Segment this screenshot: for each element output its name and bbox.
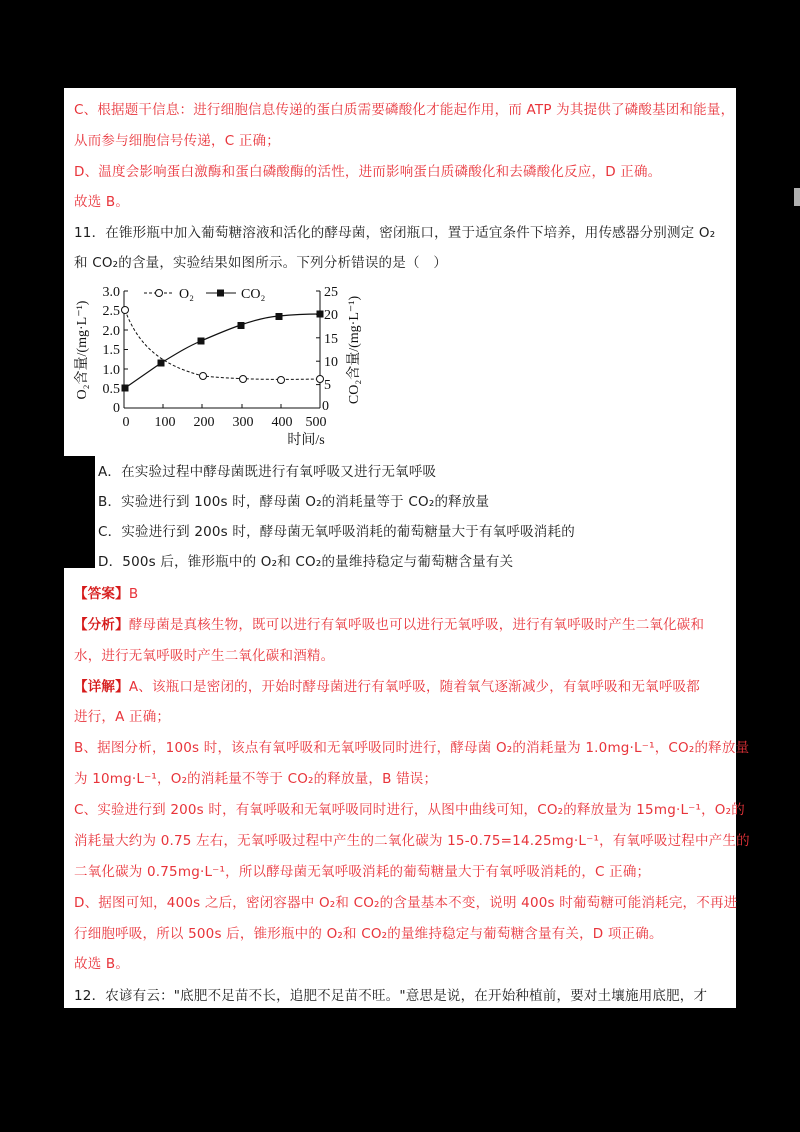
detail-line7: 二氧化碳为 0.75mg·L⁻¹，所以酵母菌无氧呼吸消耗的葡萄糖量大于有氧呼吸消耗的，C 正确； bbox=[74, 864, 651, 880]
page-edge-marker bbox=[794, 188, 800, 206]
co2-series-line bbox=[125, 314, 320, 388]
x-axis-ticks bbox=[123, 415, 327, 430]
prev-answer-d: D、温度会影响蛋白激酶和蛋白磷酸酶的活性，进而影响蛋白质磷酸化和去磷酸化反应，D 正确。 bbox=[74, 164, 662, 180]
prev-choose: 故选 B。 bbox=[74, 194, 130, 210]
detail-line3: B、据图分析，100s 时，该点有氧呼吸和无氧呼吸同时进行，酵母菌 O₂的消耗量为 1.0mg·L⁻¹，CO₂的释放量 bbox=[74, 740, 750, 756]
prev-answer-c-line1: C、根据题干信息：进行细胞信息传递的蛋白质需要磷酸化才能起作用，而 ATP 为其提供了磷酸基团和能量， bbox=[74, 102, 735, 118]
detail-line2: 进行，A 正确； bbox=[74, 709, 171, 725]
detail-line8: D、据图可知，400s 之后，密闭容器中 O₂和 CO₂的含量基本不变，说明 400s 时葡萄糖可能消耗完，不再进 bbox=[74, 895, 738, 911]
chart-axes bbox=[124, 291, 320, 408]
analysis-line2: 水，进行无氧呼吸时产生二氧化碳和酒精。 bbox=[74, 648, 335, 664]
svg-text:15: 15 bbox=[324, 332, 338, 347]
detail-line6: 消耗量大约为 0.75 左右，无氧呼吸过程中产生的二氧化碳为 15-0.75=14.25mg·L⁻¹，有氧呼吸过程中产生的 bbox=[74, 833, 750, 849]
svg-text:2.5: 2.5 bbox=[102, 304, 120, 319]
svg-text:1.0: 1.0 bbox=[102, 363, 120, 378]
svg-text:5: 5 bbox=[324, 378, 331, 393]
detail-line1: 【详解】A、该瓶口是密闭的，开始时酵母菌进行有氧呼吸，随着氧气逐渐减少，有氧呼吸和无氧呼吸都 bbox=[74, 679, 700, 695]
detail-line4: 为 10mg·L⁻¹，O₂的消耗量不等于 CO₂的释放量，B 错误； bbox=[74, 771, 438, 787]
q11-option-d: D．500s 后，锥形瓶中的 O₂和 CO₂的量维持稳定与葡萄糖含量有关 bbox=[98, 554, 514, 570]
svg-text:0: 0 bbox=[122, 415, 130, 430]
svg-text:0.5: 0.5 bbox=[102, 382, 120, 397]
svg-text:400: 400 bbox=[271, 415, 293, 430]
o2-series-line bbox=[125, 310, 320, 379]
left-axis-ticks bbox=[103, 285, 121, 416]
svg-text:1.5: 1.5 bbox=[102, 343, 120, 358]
svg-text:2.0: 2.0 bbox=[102, 324, 120, 339]
right-axis-label: CO₂含量/(mg·L⁻¹) bbox=[347, 295, 362, 405]
detail-line9: 行细胞呼吸，所以 500s 后，锥形瓶中的 O₂和 CO₂的量维持稳定与葡萄糖含量有关，D 项正确。 bbox=[74, 926, 663, 942]
svg-text:200: 200 bbox=[193, 415, 215, 430]
right-axis-ticks bbox=[322, 285, 338, 414]
document-page bbox=[64, 88, 750, 1008]
left-axis-label: O₂含量/(mg·L⁻¹) bbox=[75, 300, 90, 400]
q11-option-a: A．在实验过程中酵母菌既进行有氧呼吸又进行无氧呼吸 bbox=[98, 464, 437, 480]
svg-text:10: 10 bbox=[324, 355, 338, 370]
svg-text:25: 25 bbox=[324, 285, 338, 300]
o2-series-markers bbox=[122, 307, 324, 384]
svg-text:100: 100 bbox=[154, 415, 176, 430]
q11-option-b: B．实验进行到 100s 时，酵母菌 O₂的消耗量等于 CO₂的释放量 bbox=[98, 494, 490, 510]
prev-answer-c-line2: 从而参与细胞信号传递，C 正确； bbox=[74, 133, 280, 149]
chart-legend bbox=[144, 287, 265, 302]
o2-co2-line-chart bbox=[64, 278, 404, 453]
detail-line5: C、实验进行到 200s 时，有氧呼吸和无氧呼吸同时进行，从图中曲线可知，CO₂的释放量为 15mg·L⁻¹，O₂的 bbox=[74, 802, 745, 818]
svg-text:3.0: 3.0 bbox=[102, 285, 120, 300]
solution-choose: 故选 B。 bbox=[74, 956, 130, 972]
svg-text:0: 0 bbox=[113, 401, 120, 416]
svg-text:O₂: O₂ bbox=[179, 287, 194, 302]
q11-stem-line2: 和 CO₂的含量，实验结果如图所示。下列分析错误的是（ ） bbox=[74, 255, 448, 271]
analysis-line1: 【分析】酵母菌是真核生物，既可以进行有氧呼吸也可以进行无氧呼吸，进行有氧呼吸时产生二氧化碳和 bbox=[74, 617, 705, 633]
q12-stem-line1: 12．农谚有云："底肥不足苗不长，追肥不足苗不旺。"意思是说，在开始种植前，要对土壤施用底肥，才 bbox=[74, 988, 708, 1004]
x-axis-label: 时间/s bbox=[287, 433, 325, 448]
svg-text:20: 20 bbox=[324, 308, 338, 323]
svg-text:500: 500 bbox=[305, 415, 327, 430]
svg-text:300: 300 bbox=[232, 415, 254, 430]
svg-text:0: 0 bbox=[322, 399, 329, 414]
redaction-block bbox=[64, 456, 95, 568]
q11-stem-line1: 11．在锥形瓶中加入葡萄糖溶液和活化的酵母菌，密闭瓶口，置于适宜条件下培养，用传感器分别测定 O₂ bbox=[74, 225, 716, 241]
q11-option-c: C．实验进行到 200s 时，酵母菌无氧呼吸消耗的葡萄糖量大于有氧呼吸消耗的 bbox=[98, 524, 575, 540]
answer-line: 【答案】B bbox=[74, 586, 139, 602]
svg-text:CO₂: CO₂ bbox=[241, 287, 266, 302]
